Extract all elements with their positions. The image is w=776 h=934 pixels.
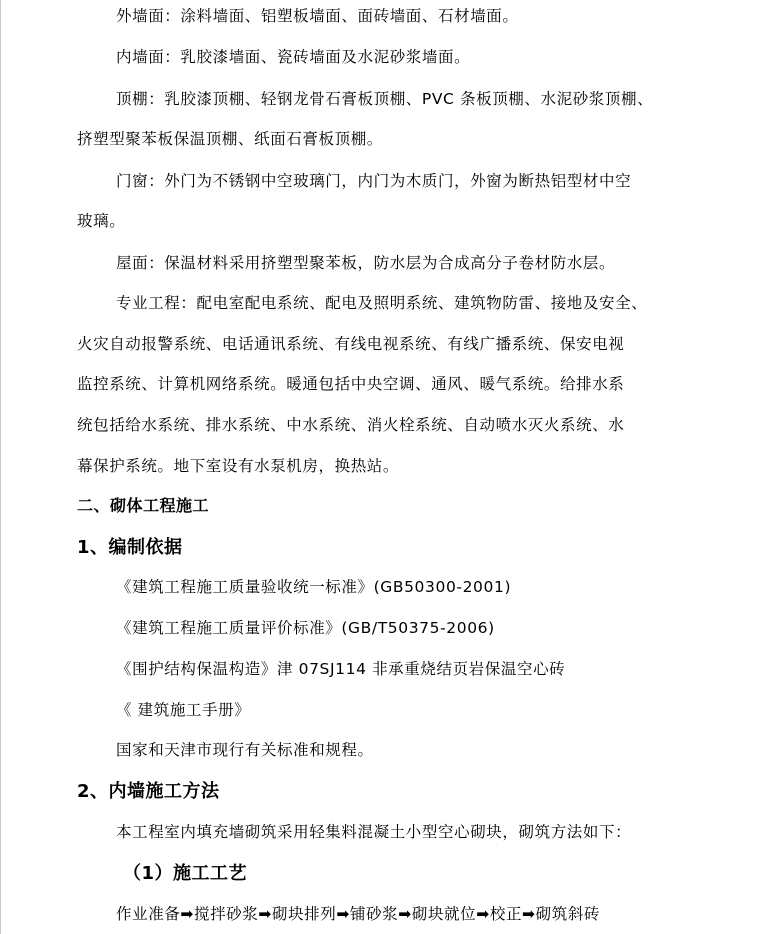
roof-paragraph: 屋面：保温材料采用挤塑型聚苯板，防水层为合成高分子卷材防水层。 xyxy=(116,254,616,272)
exterior-wall-paragraph: 外墙面：涂料墙面、铝塑板墙面、面砖墙面、石材墙面。 xyxy=(116,7,519,25)
method-intro-paragraph: 本工程室内填充墙砌筑采用轻集料混凝土小型空心砌块，砌筑方法如下： xyxy=(116,823,632,841)
interior-wall-paragraph: 内墙面：乳胶漆墙面、瓷砖墙面及水泥砂浆墙面。 xyxy=(116,48,471,66)
section-heading-masonry: 二、砌体工程施工 xyxy=(77,496,210,515)
doors-windows-paragraph-line-2: 玻璃。 xyxy=(77,212,126,230)
reference-item: 《建筑工程施工质量验收统一标准》(GB50300-2001) xyxy=(116,578,512,596)
heading-compilation-basis: 1、编制依据 xyxy=(77,537,183,558)
heading-construction-process: （1）施工工艺 xyxy=(123,863,248,884)
ceiling-paragraph-line-2: 挤塑型聚苯板保温顶棚、纸面石膏板顶棚。 xyxy=(77,130,383,148)
special-works-paragraph-line-1: 专业工程：配电室配电系统、配电及照明系统、建筑物防雷、接地及安全、 xyxy=(116,294,648,312)
special-works-paragraph-line-3: 监控系统、计算机网络系统。暖通包括中央空调、通风、暖气系统。给排水系 xyxy=(77,375,625,393)
process-flow-line: 作业准备➡搅拌砂浆➡砌块排列➡铺砂浆➡砌块就位➡校正➡砌筑斜砖 xyxy=(116,905,601,923)
special-works-paragraph-line-2: 火灾自动报警系统、电话通讯系统、有线电视系统、有线广播系统、保安电视 xyxy=(77,335,625,353)
reference-item: 《建筑工程施工质量评价标准》(GB/T50375-2006) xyxy=(116,619,495,637)
ceiling-paragraph-line-1: 顶棚：乳胶漆顶棚、轻钢龙骨石膏板顶棚、PVC 条板顶棚、水泥砂浆顶棚、 xyxy=(116,90,654,108)
reference-item: 《 建筑施工手册》 xyxy=(116,701,251,719)
reference-item: 《围护结构保温构造》津 07SJ114 非承重烧结页岩保温空心砖 xyxy=(116,660,566,678)
special-works-paragraph-line-4: 统包括给水系统、排水系统、中水系统、消火栓系统、自动喷水灭火系统、水 xyxy=(77,416,625,434)
special-works-paragraph-line-5: 幕保护系统。地下室设有水泵机房，换热站。 xyxy=(77,457,400,475)
heading-interior-wall-method: 2、内墙施工方法 xyxy=(77,781,220,802)
doors-windows-paragraph-line-1: 门窗：外门为不锈钢中空玻璃门，内门为木质门，外窗为断热铝型材中空 xyxy=(116,172,632,190)
reference-item: 国家和天津市现行有关标准和规程。 xyxy=(116,741,374,759)
